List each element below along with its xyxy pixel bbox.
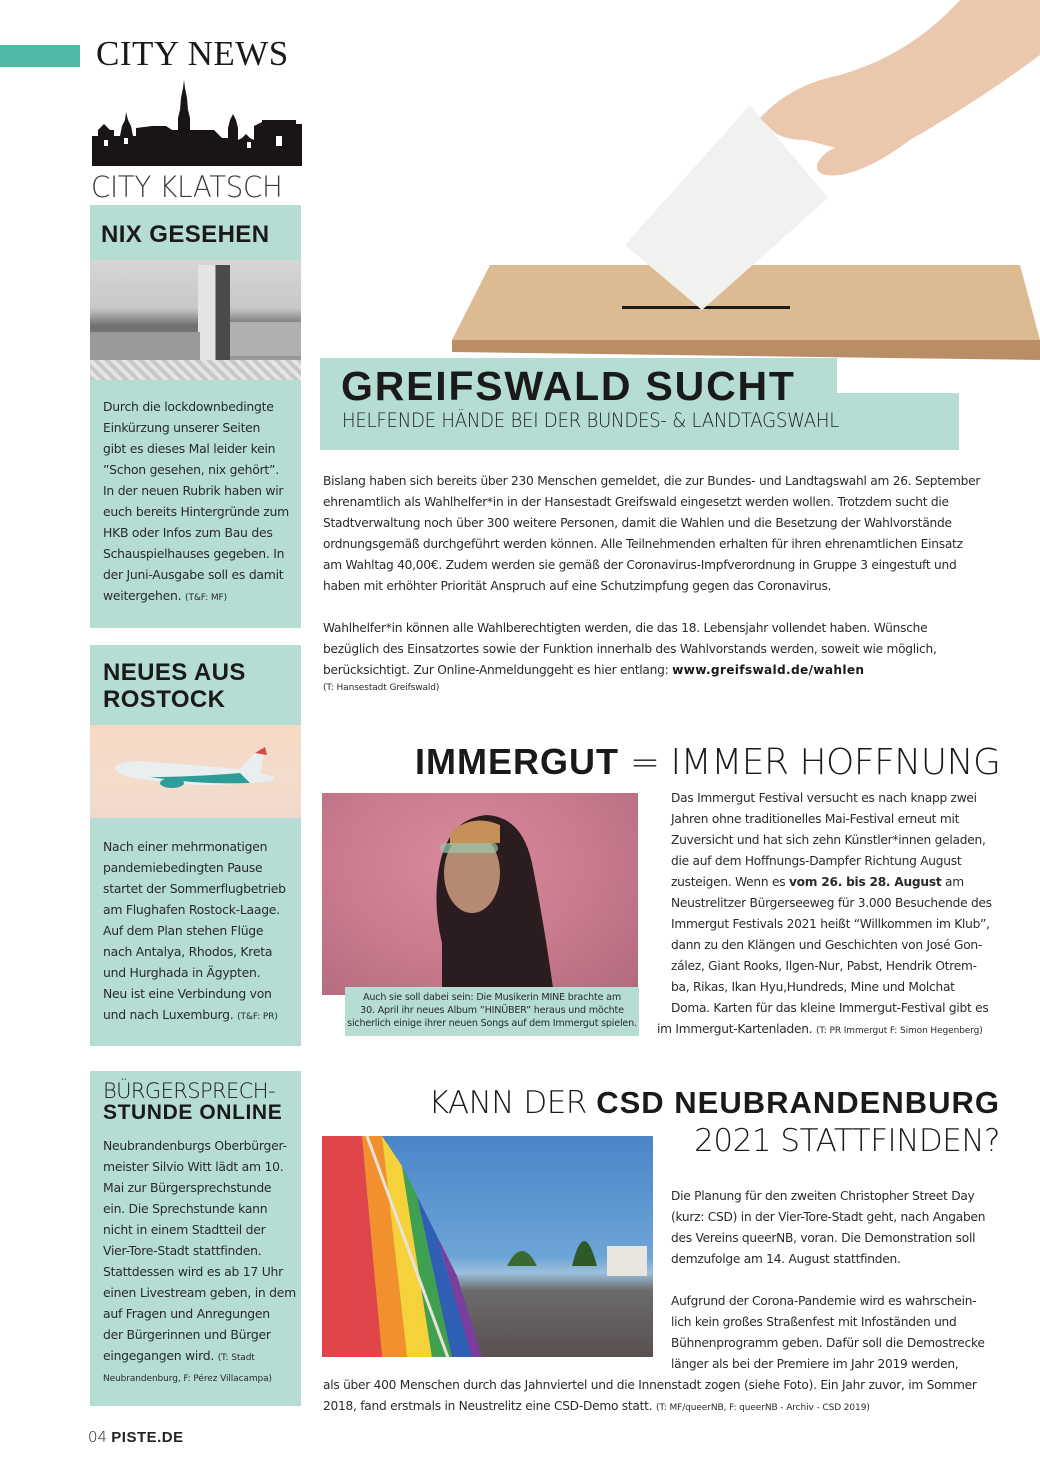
rostock-photo (90, 725, 301, 818)
credit: (T: Hansestadt Greifswald) (323, 683, 440, 693)
credit: (T: PR Immergut F: Simon Hegenberg) (815, 1026, 983, 1036)
musician-portrait (322, 793, 638, 995)
greifswald-wahlen-link[interactable]: www.greifswald.de/wahlen (672, 663, 865, 677)
immergut-photo (322, 793, 638, 995)
csd-body: Die Planung für den zweiten Christopher Street Day (kurz: CSD) in der Vier-Tore-Stadt geht, nach Angaben des Vereins queerNB, voran. Die Demonstration soll demzufolge am 14. August stattfinden. Aufgrund der Corona-Pandemie wird es wahrschein- lich kein großes Straßenfest mit Infoständen und Bühnenprogramm geben. Dafür soll die Demostrecke länger als bei der Premiere im Jahr 2019 werden, (671, 1189, 986, 1371)
immergut-photo-caption: Auch sie soll dabei sein: Die Musikerin MINE brachte am 30. April ihr neues Album ”HINÜBER” heraus und möchte sicherlich einige ihrer neuen Songs auf dem Immergut spielen. (345, 987, 639, 1036)
nix-gesehen-photo (90, 260, 301, 380)
csd-body-wide: als über 400 Menschen durch das Jahnviertel und die Innenstadt zogen (siehe Foto). Ein Jahr zuvor, im Sommer 2018, fand erstmals in Neustrelitz eine CSD-Demo statt. (T: MF/queerNB, F: queerNB - Archiv - CSD 2019) (323, 1378, 977, 1413)
credit: Neubrandenburg, F: Pérez Villacampa) (103, 1374, 272, 1384)
rostock-box (90, 645, 301, 1046)
highrise-shape (198, 265, 230, 361)
brand-link[interactable]: PISTE.DE (111, 1429, 184, 1446)
ballot-box-photo (440, 0, 1040, 365)
airplane-icon (90, 725, 301, 818)
section-title: CITY NEWS (96, 34, 289, 73)
greifswald-body: Bislang haben sich bereits über 230 Menschen gemeldet, die zur Bundes- und Landtagswahl am 26. September ehrenamtlich als Wahlhelfer*in in der Hansestadt Greifswald eingesetzt werden wollen. Trotzdem sucht die Stadtverwaltung noch über 300 weitere Personen, damit die Wahlen und die Besetzung der Wahlvorstände ordnungsgemäß durchgeführt werden können. Alle Teilnehmenden erhalten für ihren ehrenamtlichen Einsatz am Wahltag 40,00€. Zudem werden sie gemäß der Coronavirus-Impfverordnung in Gruppe 3 eingestuft und haben mit erhöhter Priorität Anspruch auf eine Schutzimpfung gegen das Coronavirus. Wahlhelfer*in können alle Wahlberechtigten werden, die das 18. Lebensjahr vollendet haben. Wünsche bezüglich des Einsatzortes sowie der Funktion innerhalb des Wahlvorstands werden, soweit wie möglich, berücksichtigt. Zur Online-Anmeldunggeht es hier entlang: www.greifswald.de/wahlen (T: Hansestadt Greifswald) (323, 471, 1013, 695)
nix-gesehen-box (90, 205, 301, 628)
buergersprechstunde-text: Neubrandenburgs Oberbürger- meister Silvio Witt lädt am 10. Mai zur Bürgersprechstunde ein. Die Sprechstunde kann nicht in einem Stadtteil der Vier-Tore-Stadt stattfinden. Stattdessen wird es ab 17 Uhr einen Livestream geben, in dem auf Fragen und Anregungen der Bürgerinnen und Bürger eingegangen wird. (T: Stadt Neubrandenburg, F: Pérez Villacampa) (103, 1135, 301, 1390)
credit: (T: MF/queerNB, F: queerNB - Archiv - CSD 2019) (655, 1403, 870, 1413)
csd-photo (322, 1136, 653, 1357)
greifswald-title: GREIFSWALD SUCHT (341, 363, 796, 409)
greifswald-subtitle: HELFENDE HÄNDE BEI DER BUNDES- & LANDTAGSWAHL (342, 409, 840, 432)
festival-dates: vom 26. bis 28. August (788, 875, 942, 889)
csd-title: KANN DER CSD NEUBRANDENBURG 2021 STATTFINDEN? (428, 1085, 1000, 1159)
section-accent-bar (0, 45, 80, 67)
city-klatsch-label: CITY KLATSCH (91, 170, 283, 204)
city-skyline-icon (92, 80, 302, 166)
immergut-body: Das Immergut Festival versucht es nach knapp zwei Jahren ohne traditionelles Mai-Festival erneut mit Zuversicht und hat sich zehn Künstler*innen geladen, die auf dem Hoffnungs-Dampfer Richtung August zusteigen. Wenn es vom 26. bis 28. August am Neustrelitzer Bürgerseeweg für 3.000 Besuchende des Immergut Festivals 2021 heißt “Willkommen im Klub”, dann zu den Klängen und Geschichten von José Gon- zález, Giant Rooks, Ilgen-Nur, Pabst, Hendrik Otrem- ba, Rikas, Ikan Hyu,Hundreds, Mine und Molchat Doma. Karten für das kleine Immergut-Festival gibt es im Immergut-Kartenladen. (T: PR Immergut F: Simon Hegenberg) (657, 791, 992, 1036)
buergersprechstunde-heading: BÜRGERSPRECH- STUNDE ONLINE (103, 1079, 283, 1124)
page-number: 04 (88, 1428, 108, 1446)
credit: (T: Stadt (217, 1353, 255, 1363)
rostock-heading: NEUES AUS ROSTOCK (103, 659, 246, 713)
nix-gesehen-text: Durch die lockdownbedingte Einkürzung unserer Seiten gibt es dieses Mal leider kein ”Schon gesehen, nix gehört”. In der neuen Rubrik haben wir euch bereits Hintergründe zum HKB oder Infos zum Bau des Schauspielhauses gegeben. In der Juni-Ausgabe soll es damit weitergehen. (T&F: MF) (103, 399, 289, 603)
credit: (T&F: PR) (237, 1012, 278, 1022)
rainbow-flag-icon (322, 1136, 653, 1357)
rostock-text: Nach einer mehrmonatigen pandemiebedingten Pause startet der Sommerflugbetrieb am Flughafen Rostock-Laage. Auf dem Plan stehen Flüge nach Antalya, Rhodos, Kreta und Hurghada in Ägypten. Neu ist eine Verbindung von und nach Luxemburg. (T&F: PR) (103, 839, 286, 1022)
nix-gesehen-heading: NIX GESEHEN (101, 221, 270, 248)
buergersprechstunde-box (90, 1071, 301, 1406)
immergut-title: IMMERGUT = IMMER HOFFNUNG (415, 741, 1001, 783)
page-footer (88, 1428, 184, 1446)
credit: (T&F: MF) (185, 593, 227, 603)
